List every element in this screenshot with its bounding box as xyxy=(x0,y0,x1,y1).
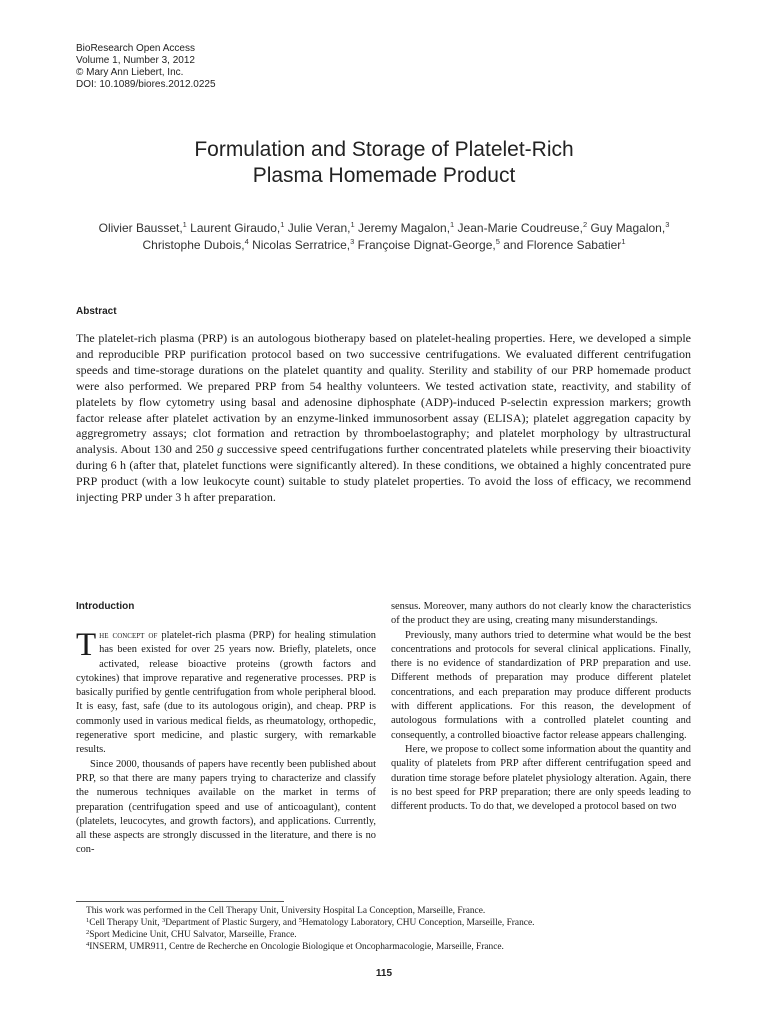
footnote-text: Cell Therapy Unit, xyxy=(89,917,160,928)
author-affiliation: 1 xyxy=(350,220,355,229)
author-name: and Florence Sabatier xyxy=(503,238,622,252)
footnote-marker: 3 xyxy=(161,916,166,924)
small-caps-lead: he concept of xyxy=(99,630,158,641)
drop-cap: T xyxy=(76,627,97,663)
abstract-body xyxy=(76,331,691,506)
author-affiliation: 1 xyxy=(182,220,187,229)
introduction-heading: Introduction xyxy=(76,601,135,612)
footnote-marker: 4 xyxy=(86,940,90,948)
journal-doi: DOI: 10.1089/biores.2012.0225 xyxy=(76,79,216,90)
intro-paragraph-1 xyxy=(76,629,376,758)
author-name: Laurent Giraudo, xyxy=(190,221,281,235)
abstract-heading: Abstract xyxy=(76,306,117,317)
article-title xyxy=(0,137,768,189)
author-name: Jeremy Magalon, xyxy=(357,221,451,235)
author-list xyxy=(60,220,708,254)
author-affiliation: 5 xyxy=(495,237,500,246)
right-column xyxy=(391,600,691,814)
journal-volume: Volume 1, Number 3, 2012 xyxy=(76,55,195,66)
author-name: Nicolas Serratrice, xyxy=(252,238,351,252)
abstract-text-part-2: successive speed centrifugations further concentrated platelets while preserving their bioactivity during 6 h (after that, platelet functions were significantly altered). In these conditions, we obtained a highly concentrated pure PRP product (with a low leukocyte count) suitable to study platelet properties. To avoid the loss of efficacy, we recommend injecting PRP under 3 h after preparation. xyxy=(76,442,692,505)
author-line-2 xyxy=(60,237,708,254)
intro-paragraph-2: Since 2000, thousands of papers have recently been published about PRP, so that there are many papers trying to characterize and classify the numerous techniques available on the market in terms of preparation (centrifugation speed and use of anticoagulant), content (platelets, leucocytes, and growth factors), and applications. Currently, all these aspects are strongly discussed in the literature, and there is no con- xyxy=(76,758,376,856)
footnote-marker: 2 xyxy=(86,928,90,936)
author-line-1 xyxy=(60,220,708,237)
intro-paragraph-1-text: platelet-rich plasma (PRP) for healing stimulation has been existed for over 25 years now. Briefly, platelets, once activated, release bioactive proteins (growth factors and cytokines) that improve reparative and regenerative processes. PRP is basically purified by gentle centrifugation from whole peripheral blood. It is easy, fast, safe (due to its autologous origin), and cheap. PRP is commonly used in various medical fields, as rheumatology, orthopedic, regenerative sport medicine, and plastic surgery, with remarkable results. xyxy=(76,630,376,756)
intro-paragraph-3: Previously, many authors tried to determine what would be the best concentrations and protocols for several clinical applications. Finally, there is no evidence of standardization of PRP preparation and use. Different methods of preparation may produce different platelet concentrations, and each preparation may produce different products with different applications. For this reason, the development of autologous formulations with a controlled platelet counting and consequently, a controlled bioactive factor release appears challenging. xyxy=(391,629,691,741)
author-name: Julie Veran, xyxy=(287,221,351,235)
intro-paragraph-2-continued: sensus. Moreover, many authors do not clearly know the characteristics of the product they are using, creating many misunderstandings. xyxy=(391,601,691,627)
author-affiliation: 4 xyxy=(244,237,249,246)
author-affiliation: 3 xyxy=(350,237,355,246)
footnote-affiliations-1-3-5 xyxy=(86,918,706,930)
page-number: 115 xyxy=(375,968,393,979)
author-name: Guy Magalon, xyxy=(590,221,666,235)
footnote-text: Department of Plastic Surgery, and xyxy=(165,917,297,928)
journal-copyright: © Mary Ann Liebert, Inc. xyxy=(76,67,184,78)
author-name: Françoise Dignat-George, xyxy=(357,238,496,252)
author-affiliation: 3 xyxy=(665,220,670,229)
footnote-text: INSERM, UMR911, Centre de Recherche en Oncologie Biologique et Oncopharmacologie, Marseille, France. xyxy=(89,941,504,952)
left-column xyxy=(76,629,376,858)
footnote-rule xyxy=(76,901,284,902)
title-line-2: Plasma Homemade Product xyxy=(252,164,516,187)
footnotes xyxy=(86,906,706,954)
abstract-text-part-1: The platelet-rich plasma (PRP) is an autologous biotherapy based on platelet-healing properties. Here, we developed a simple and reproducible PRP purification protocol based on two successive centrifugations. We evaluated different centrifugation speeds and time-storage durations on the platelet quantity and quality. Sterility and stability of our PRP homemade product were also performed. We prepared PRP from 54 healthy volunteers. We tested activation state, reactivity, and stability of platelets by flow cytometry using basal and adenosine diphosphate (ADP)-induced P-selectin expression markers; growth factor release after platelet activation by an enzyme-linked immunosorbent assay (ELISA); platelet aggregation capacity by aggregrometry assays; clot formation and retraction by thromboelastography; and platelet morphology by ultrastructural analysis. About 130 and 250 xyxy=(76,331,691,457)
footnote-marker: 5 xyxy=(298,916,303,924)
footnote-text: Hematology Laboratory, CHU Conception, Marseille, France. xyxy=(302,917,535,928)
footnote-affiliation-2 xyxy=(86,930,706,942)
journal-name: BioResearch Open Access xyxy=(76,43,195,54)
author-name: Olivier Bausset, xyxy=(98,221,183,235)
abstract-g-symbol: g xyxy=(217,442,224,457)
author-affiliation: 1 xyxy=(280,220,285,229)
author-affiliation: 2 xyxy=(582,220,588,229)
title-line-1: Formulation and Storage of Platelet-Rich xyxy=(194,138,574,161)
author-name: Christophe Dubois, xyxy=(142,238,245,252)
author-name: Jean-Marie Coudreuse, xyxy=(457,221,583,235)
author-affiliation: 1 xyxy=(621,237,626,246)
footnote-text: Sport Medicine Unit, CHU Salvator, Marseille, France. xyxy=(89,929,297,940)
author-affiliation: 1 xyxy=(450,220,455,229)
journal-header xyxy=(76,43,216,91)
footnote-work: This work was performed in the Cell Therapy Unit, University Hospital La Conception, Marseille, France. xyxy=(86,906,486,916)
footnote-marker: 1 xyxy=(86,916,90,924)
intro-paragraph-4: Here, we propose to collect some information about the quantity and quality of platelets from PRP after different centrifugation speed and duration time storage before platelet physiology alteration. Again, there is no best speed for PRP preparation; there are only speeds leading to different products. To do that, we developed a protocol based on two xyxy=(391,743,691,813)
footnote-affiliation-4 xyxy=(86,942,706,954)
